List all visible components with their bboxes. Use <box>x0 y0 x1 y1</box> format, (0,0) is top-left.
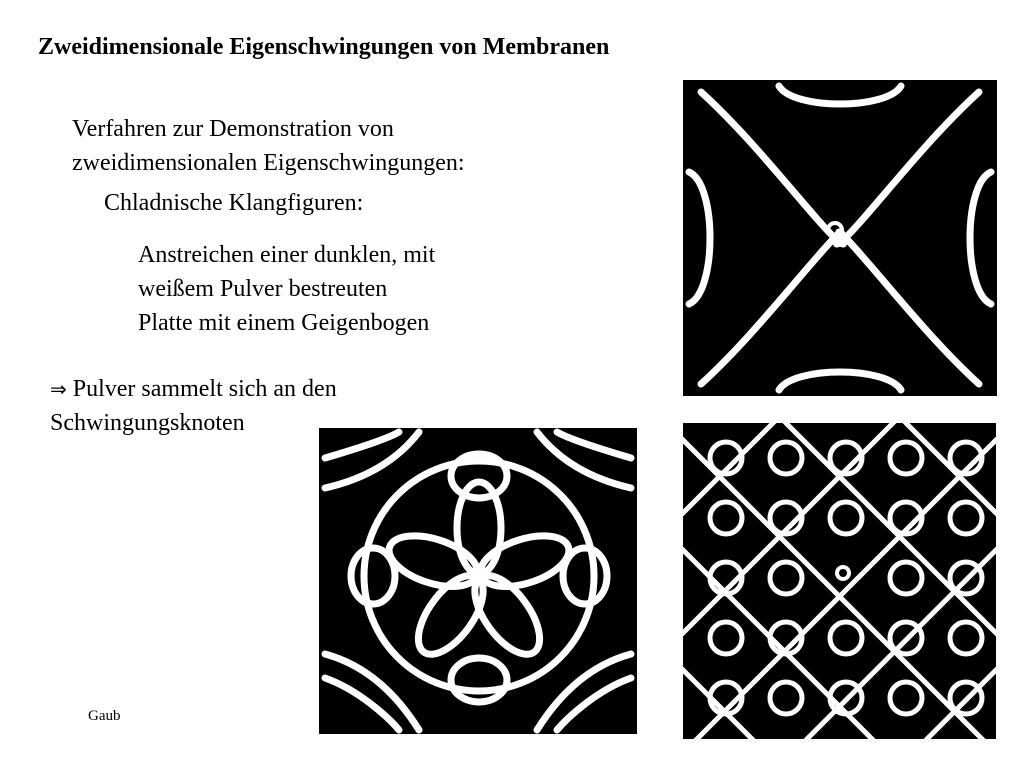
intro-text <box>72 112 465 180</box>
implies-arrow-icon: ⇒ <box>50 377 67 401</box>
subheading: Chladnische Klangfiguren: <box>104 190 364 216</box>
chladni-figure-flower-pattern <box>319 428 637 734</box>
footer-author: Gaub <box>88 708 121 724</box>
chladni-figure-circle-grid-pattern <box>683 423 996 739</box>
conclusion-line-1-text: Pulver sammelt sich an den <box>72 376 337 402</box>
description-line-1: Anstreichen einer dunklen, mit <box>138 242 436 268</box>
conclusion-line-1 <box>50 372 337 406</box>
description-line-2: weißem Pulver bestreuten <box>138 276 388 302</box>
description-text <box>138 238 435 340</box>
chladni-figure-x-pattern <box>683 80 997 396</box>
conclusion-text <box>50 372 337 440</box>
intro-line-2: zweidimensionalen Eigenschwingungen: <box>72 150 465 176</box>
intro-line-1: Verfahren zur Demonstration von <box>72 116 394 142</box>
conclusion-line-2: Schwingungsknoten <box>50 410 245 436</box>
slide-title: Zweidimensionale Eigenschwingungen von Membranen <box>38 34 610 60</box>
description-line-3: Platte mit einem Geigenbogen <box>138 310 430 336</box>
